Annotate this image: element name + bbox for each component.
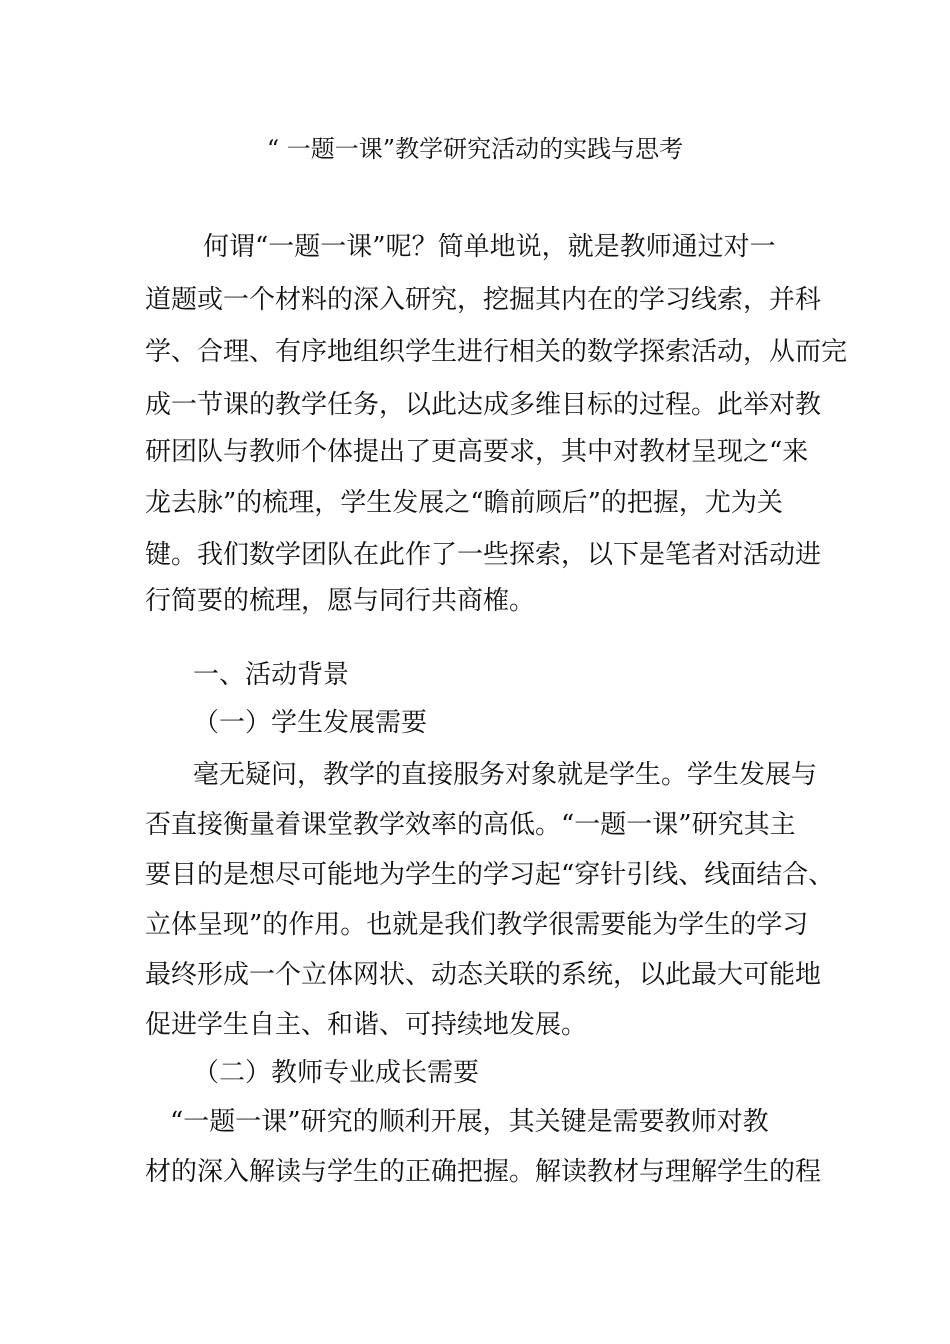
- intro-line: 成一节课的教学任务，以此达成多维目标的过程。此举对教: [145, 390, 822, 420]
- body-line: 立体呈现”的作用。也就是我们教学很需要能为学生的学习: [145, 910, 809, 940]
- body-line: 毫无疑问，教学的直接服务对象就是学生。学生发展与: [193, 760, 818, 790]
- body-line: 否直接衡量着课堂教学效率的高低。“一题一课”研究其主: [145, 810, 796, 840]
- body-line: 要目的是想尽可能地为学生的学习起“穿针引线、线面结合、: [145, 860, 835, 890]
- body-line: 材的深入解读与学生的正确把握。解读教材与理解学生的程: [145, 1157, 822, 1187]
- intro-line: 道题或一个材料的深入研究，挖掘其内在的学习线索，并科: [145, 285, 822, 315]
- subsection-heading: （二）教师专业成长需要: [193, 1058, 480, 1088]
- section-heading: 一、活动背景: [193, 660, 350, 690]
- document-title: “ 一题一课”教学研究活动的实践与思考: [266, 135, 684, 163]
- body-line: 最终形成一个立体网状、动态关联的系统，以此最大可能地: [145, 960, 822, 990]
- intro-line: 键。我们数学团队在此作了一些探索，以下是笔者对活动进: [145, 540, 822, 570]
- intro-line: 龙去脉”的梳理，学生发展之“瞻前顾后”的把握，尤为关: [145, 488, 783, 518]
- body-line: 促进学生自主、和谐、可持续地发展。: [145, 1010, 588, 1040]
- body-line: “一题一课”研究的顺利开展，其关键是需要教师对教: [170, 1107, 769, 1137]
- intro-line: 学、合理、有序地组织学生进行相关的数学探索活动，从而完: [145, 337, 848, 367]
- intro-line: 何谓“一题一课”呢？简单地说，就是教师通过对一: [203, 232, 776, 262]
- intro-line: 研团队与教师个体提出了更高要求，其中对教材呈现之“来: [145, 437, 809, 467]
- intro-line: 行简要的梳理，愿与同行共商榷。: [145, 586, 536, 616]
- subsection-heading: （一）学生发展需要: [193, 708, 428, 738]
